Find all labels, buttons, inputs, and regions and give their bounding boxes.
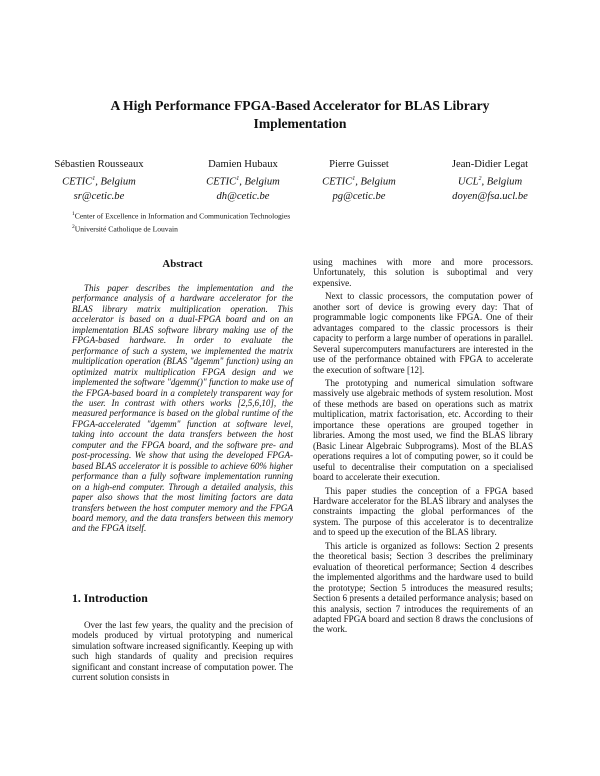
title-line-1: A High Performance FPGA-Based Accelerator for BLAS Library xyxy=(110,98,490,113)
paragraph: The prototyping and numerical simulation software massively use algebraic methods of system resolution. Most of these methods are based on operations such as matrix multiplication, matrix factorisation, etc. According to their importance these operations are grouped together in libraries. Among the most used, we find the BLAS library (Basic Linear Algebraic Subprograms). Most of the BLAS operations requires a lot of computing power, so it could be useful to decentralise their computation on a specialised board to accelerate their execution. xyxy=(313,377,533,483)
abstract-heading: Abstract xyxy=(162,258,203,270)
paragraph: This paper studies the conception of a FPGA based Hardware accelerator for the BLAS library and analyses the constraints impacting the global performances of the system. The purpose of this accelerator is to decentralize and to speed up the execution of the BLAS library. xyxy=(313,485,533,538)
paragraph: Over the last few years, the quality and the precision of models produced by virtual prototyping and numerical simulation software increased significantly. Keeping up with such high standards of quality and precision requires significant and constant increase of computation power. The current solution consists in xyxy=(72,620,293,683)
author-name: Sébastien Rousseaux xyxy=(54,159,144,170)
author-affiliation: CETIC$^1$, Belgium xyxy=(62,176,136,188)
affiliation-notes xyxy=(72,209,290,235)
abstract-text: This paper describes the implementation and the performance analysis of a hardware accelerator for the BLAS library matrix multiplication operation. This accelerator is based on a dual-FPGA board and on an implementation BLAS software library making use of the FPGA-based hardware. In order to evaluate the performance of such a system, we implemented the matrix multiplication operation (BLAS "dgemm" function) using an optimized matrix multiplication FPGA design and we implemented the software "dgemm()" function to make use of the FPGA-based board in a completely transparent way for the user. In contrast with others works [2,5,6,10], the measured performance is based on the global runtime of the FPGA-accelerated "dgemm" function at software level, taking into account the data transfers between the host computer and the FPGA board, and the software pre- and post-processing. We show that using the developed FPGA-based BLAS accelerator it is possible to achieve 60% higher performance than a fully software implementation running on a high-end computer. Through a detailed analysis, this paper also shows that the most limiting factors are data transfers between the host computer memory and the FPGA board memory, and the data transfers between this memory and the FPGA itself. xyxy=(72,283,293,534)
author-affiliation: CETIC$^1$, Belgium xyxy=(206,176,280,188)
author-email: dh@cetic.be xyxy=(216,190,270,202)
affiliation-1: $^1$Center of Excellence in Information and Communication Technologies xyxy=(72,211,291,221)
introduction-body xyxy=(72,620,293,683)
author-email: sr@cetic.be xyxy=(73,190,125,202)
author-name: Damien Hubaux xyxy=(208,159,278,170)
author-3 xyxy=(289,158,429,204)
paragraph: using machines with more and more processors. Unfortunately, this solution is suboptimal and very expensive. xyxy=(313,257,533,288)
right-column xyxy=(313,257,533,635)
affiliation-2: $^2$Université Catholique de Louvain xyxy=(72,224,178,234)
author-email: pg@cetic.be xyxy=(332,190,386,202)
title-line-2: Implementation xyxy=(253,116,347,131)
paper-title xyxy=(60,97,540,133)
author-4 xyxy=(420,158,560,204)
author-affiliation: UCL$^2$, Belgium xyxy=(457,176,523,188)
paragraph: This article is organized as follows: Section 2 presents the theoretical basis; Section 3 describes the preliminary evaluation of theoretical performance; Section 4 describes the implemented algorithms and the hardware used to build the prototype; Section 5 introduces the measured results; Section 6 presents a detailed performance analysis; based on this analysis, section 7 introduces the requirements of an adapted FPGA board and section 8 draws the conclusions of the work. xyxy=(313,540,533,635)
abstract-body xyxy=(72,283,293,534)
author-1 xyxy=(29,158,169,204)
section-heading-introduction: 1. Introduction xyxy=(72,591,148,605)
author-name: Pierre Guisset xyxy=(329,159,389,170)
author-name: Jean-Didier Legat xyxy=(451,159,529,170)
author-email: doyen@fsa.ucl.be xyxy=(452,190,528,202)
author-affiliation: CETIC$^1$, Belgium xyxy=(322,176,396,188)
paragraph: Next to classic processors, the computation power of another sort of device is growing every day: That of programmable logic components like FPGA. One of their advantages compared to the classic processors is their capacity to perform a large number of operations in parallel. Several supercomputers manufacturers are interested in the use of the performance obtained with FPGA to accelerate the execution of software [12]. xyxy=(313,291,533,375)
